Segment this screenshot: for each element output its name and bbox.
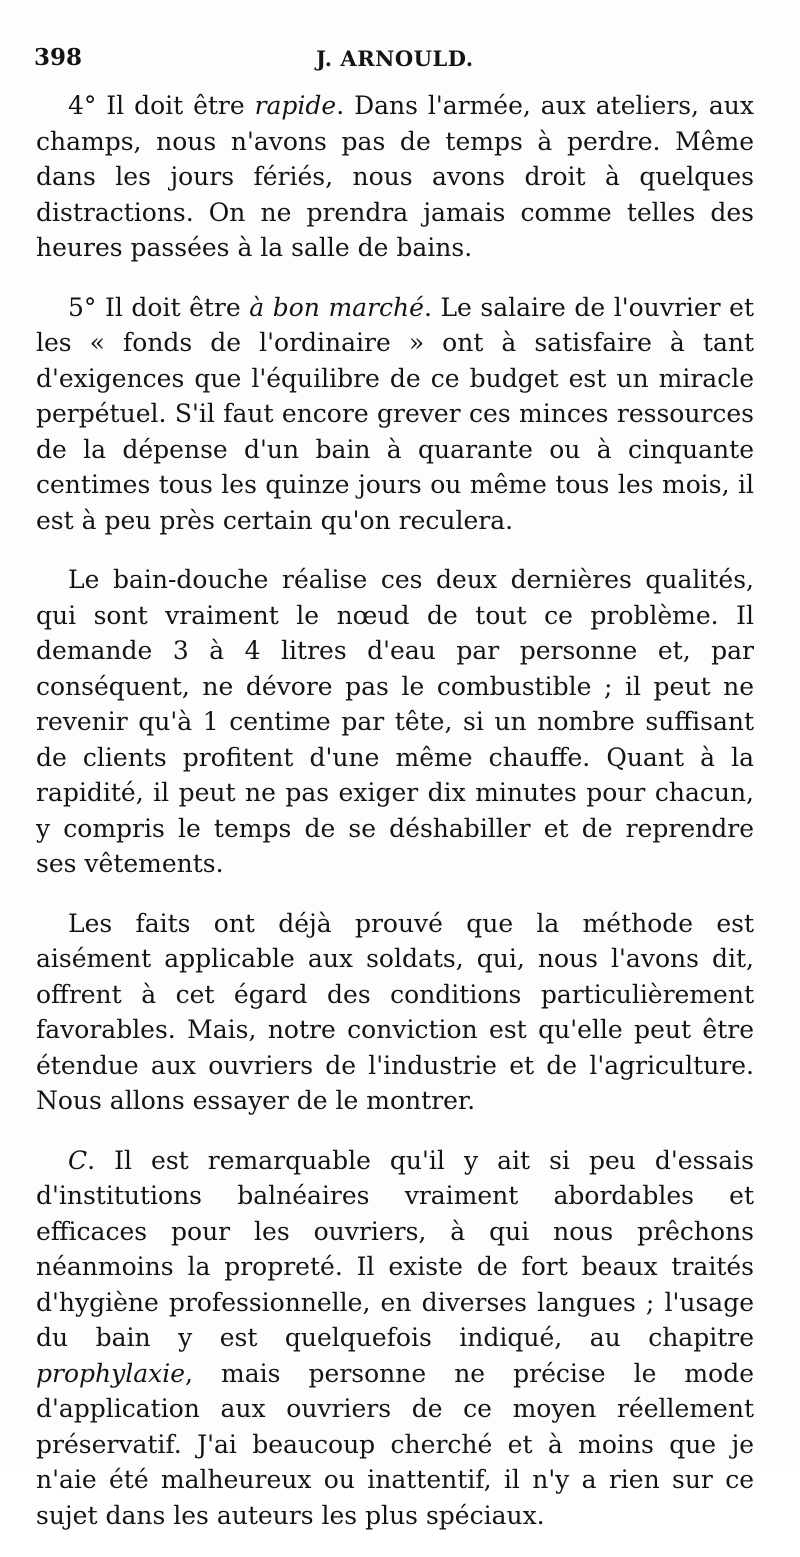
paragraph-text: . Il est remarquable qu'il y ait si peu d'essais d'institutions balnéaires vraiment abordables et efficaces pour les ouvriers, à qui nous prêchons néanmoins la propreté. Il existe de fort beaux traités d'hygiène professionnelle, en diverses langues ; l'usage du bain y est quelquefois indiqué, au chapitre <box>36 1145 754 1352</box>
paragraph-section-c <box>36 1143 754 1534</box>
paragraph-faits <box>36 906 754 1119</box>
paragraph-bain-douche <box>36 562 754 882</box>
body-text <box>36 88 754 1557</box>
running-head: J. ARNOULD. <box>316 46 474 71</box>
page-header <box>34 38 774 78</box>
paragraph-bon-marche <box>36 290 754 539</box>
italic-term: à bon marché <box>249 292 424 322</box>
page-number: 398 <box>34 44 83 71</box>
paragraph-text: 5° Il doit être <box>68 292 250 322</box>
section-letter: C <box>68 1145 88 1175</box>
italic-term: prophylaxie <box>36 1358 186 1388</box>
paragraph-text: . Dans l'armée, aux ateliers, aux champs, nous n'avons pas de temps à perdre. Même dans les jours fériés, nous avons droit à quelques distractions. On ne prendra jamais comme telles des heures passées à la salle de bains. <box>36 91 755 262</box>
paragraph-text: , mais personne ne précise le mode d'application aux ouvriers de ce moyen réellement préservatif. J'ai beaucoup cherché et à moins que je n'aie été malheureux ou inattentif, il n'y a rien sur ce sujet dans les auteurs les plus spéciaux. <box>36 1358 754 1530</box>
paragraph-text: 4° Il doit être <box>68 91 255 120</box>
paragraph-rapide <box>36 88 754 266</box>
paragraph-text: Les faits ont déjà prouvé que la méthode est aisément applicable aux soldats, qui, nous l'avons dit, offrent à cet égard des conditions particulièrement favorables. Mais, notre conviction est qu'elle peut être étendue aux ouvriers de l'industrie et de l'agriculture. Nous allons essayer de le montrer. <box>36 908 754 1115</box>
paragraph-text: Le bain-douche réalise ces deux dernières qualités, qui sont vraiment le nœud de tout ce problème. Il demande 3 à 4 litres d'eau par personne et, par conséquent, ne dévore pas le combustible ; il peut ne revenir qu'à 1 centime par tête, si un nombre suffisant de clients profitent d'une même chauffe. Quant à la rapidité, il peut ne pas exiger dix minutes pour chacun, y compris le temps de se déshabiller et de reprendre ses vêtements. <box>36 565 754 878</box>
italic-term: rapide <box>254 91 337 120</box>
paragraph-text: . Le salaire de l'ouvrier et les « fonds de l'ordinaire » ont à satisfaire à tant d'exigences que l'équilibre de ce budget est un miracle perpétuel. S'il faut encore grever ces minces ressources de la dépense d'un bain à quarante ou à cinquante centimes tous les quinze jours ou même tous les mois, il est à peu près certain qu'on reculera. <box>36 292 754 535</box>
